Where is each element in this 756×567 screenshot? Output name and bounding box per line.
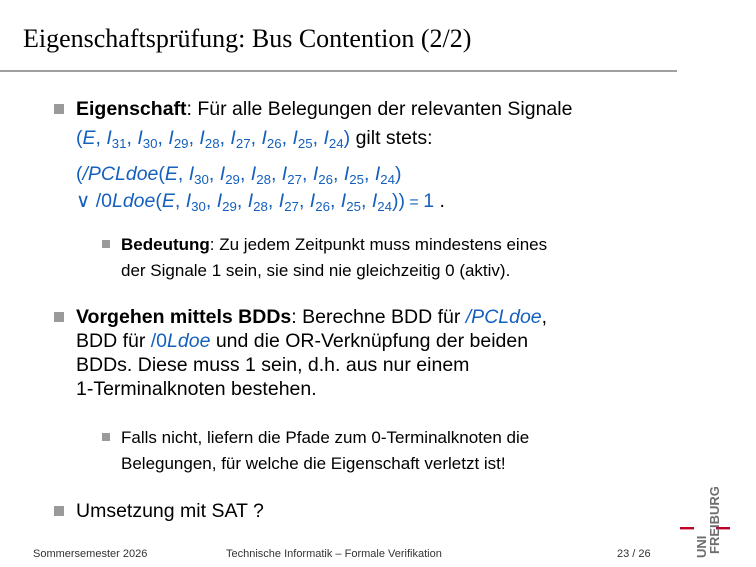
or-symbol: ∨ (76, 190, 91, 212)
bullet-bdd-line1: Vorgehen mittels BDDs: Berechne BDD für /PCLdoe, (76, 306, 548, 328)
signal-tuple-line (76, 126, 433, 150)
logo-text-uni: UNI (694, 535, 709, 558)
footer-course: Technische Informatik – Formale Verifikation (226, 548, 442, 560)
signal-tuple: (E, $I_{31}$, $I_{30}$, $I_{29}$, $I_{28}$, $I_{27}$, $I_{26}$, $I_{25}$, $I_{24}$) (76, 127, 351, 151)
uni-freiburg-logo (678, 478, 734, 558)
formula-0ldoe: ∨ /0Ldoe(E, $I_{30}$, $I_{29}$, $I_{28}$, $I_{27}$, $I_{26}$, $I_{25}$, $I_{24})) = 1$ (76, 190, 435, 214)
sub-bullet-falls-line1: Falls nicht, liefern die Pfade zum 0-Terminalknoten die (121, 428, 530, 447)
bullet-marker (54, 506, 64, 516)
bullet-text: gilt stets: (355, 127, 433, 149)
sub-bullet-marker (102, 240, 110, 248)
bullet-bdd-line4: 1-Terminalknoten bestehen. (76, 378, 317, 400)
formula-line2: ∨ /0Ldoe(E, $I_{30}$, $I_{29}$, $I_{28}$, $I_{27}$, $I_{26}$, $I_{25}$, $I_{24})) = 1$ . (76, 190, 445, 214)
sub-bullet-marker (102, 433, 110, 441)
bullet-label: Vorgehen mittels BDDs (76, 306, 292, 328)
bullet-text: : Für alle Belegungen der relevanten Signale (186, 98, 573, 120)
formula-line1 (76, 162, 402, 186)
bullet-marker (54, 312, 64, 322)
bullet-sat: Umsetzung mit SAT ? (76, 500, 264, 522)
bullet-bdd-line3: BDDs. Diese muss 1 sein, d.h. aus nur einem (76, 354, 470, 376)
title-divider (0, 70, 677, 72)
sub-bullet-label: Bedeutung (121, 235, 210, 254)
sub-bullet-bedeutung-line2: der Signale 1 sein, sie sind nie gleichzeitig 0 (aktiv). (121, 261, 511, 280)
formula-pcldoe: (/PCLdoe(E, $I_{30}$, $I_{29}$, $I_{28}$, $I_{27}$, $I_{26}$, $I_{25}$, $I_{24}$) (76, 163, 402, 187)
bullet-label: Eigenschaft (76, 98, 187, 120)
footer-page-number: 23 / 26 (617, 548, 651, 560)
logo-text-freiburg: FREIBURG (707, 486, 722, 554)
slide-title: Eigenschaftsprüfung: Bus Contention (2/2) (23, 24, 472, 53)
bullet-bdd-line2: BDD für /0Ldoe und die OR-Verknüpfung der beiden (76, 330, 529, 352)
bullet-marker (54, 104, 64, 114)
sub-bullet-bedeutung-line1: Bedeutung: Zu jedem Zeitpunkt muss mindestens eines (121, 235, 548, 254)
footer-semester: Sommersemester 2026 (33, 548, 148, 560)
sub-bullet-falls-line2: Belegungen, für welche die Eigenschaft verletzt ist! (121, 454, 506, 473)
bullet-eigenschaft-line1 (76, 97, 572, 121)
